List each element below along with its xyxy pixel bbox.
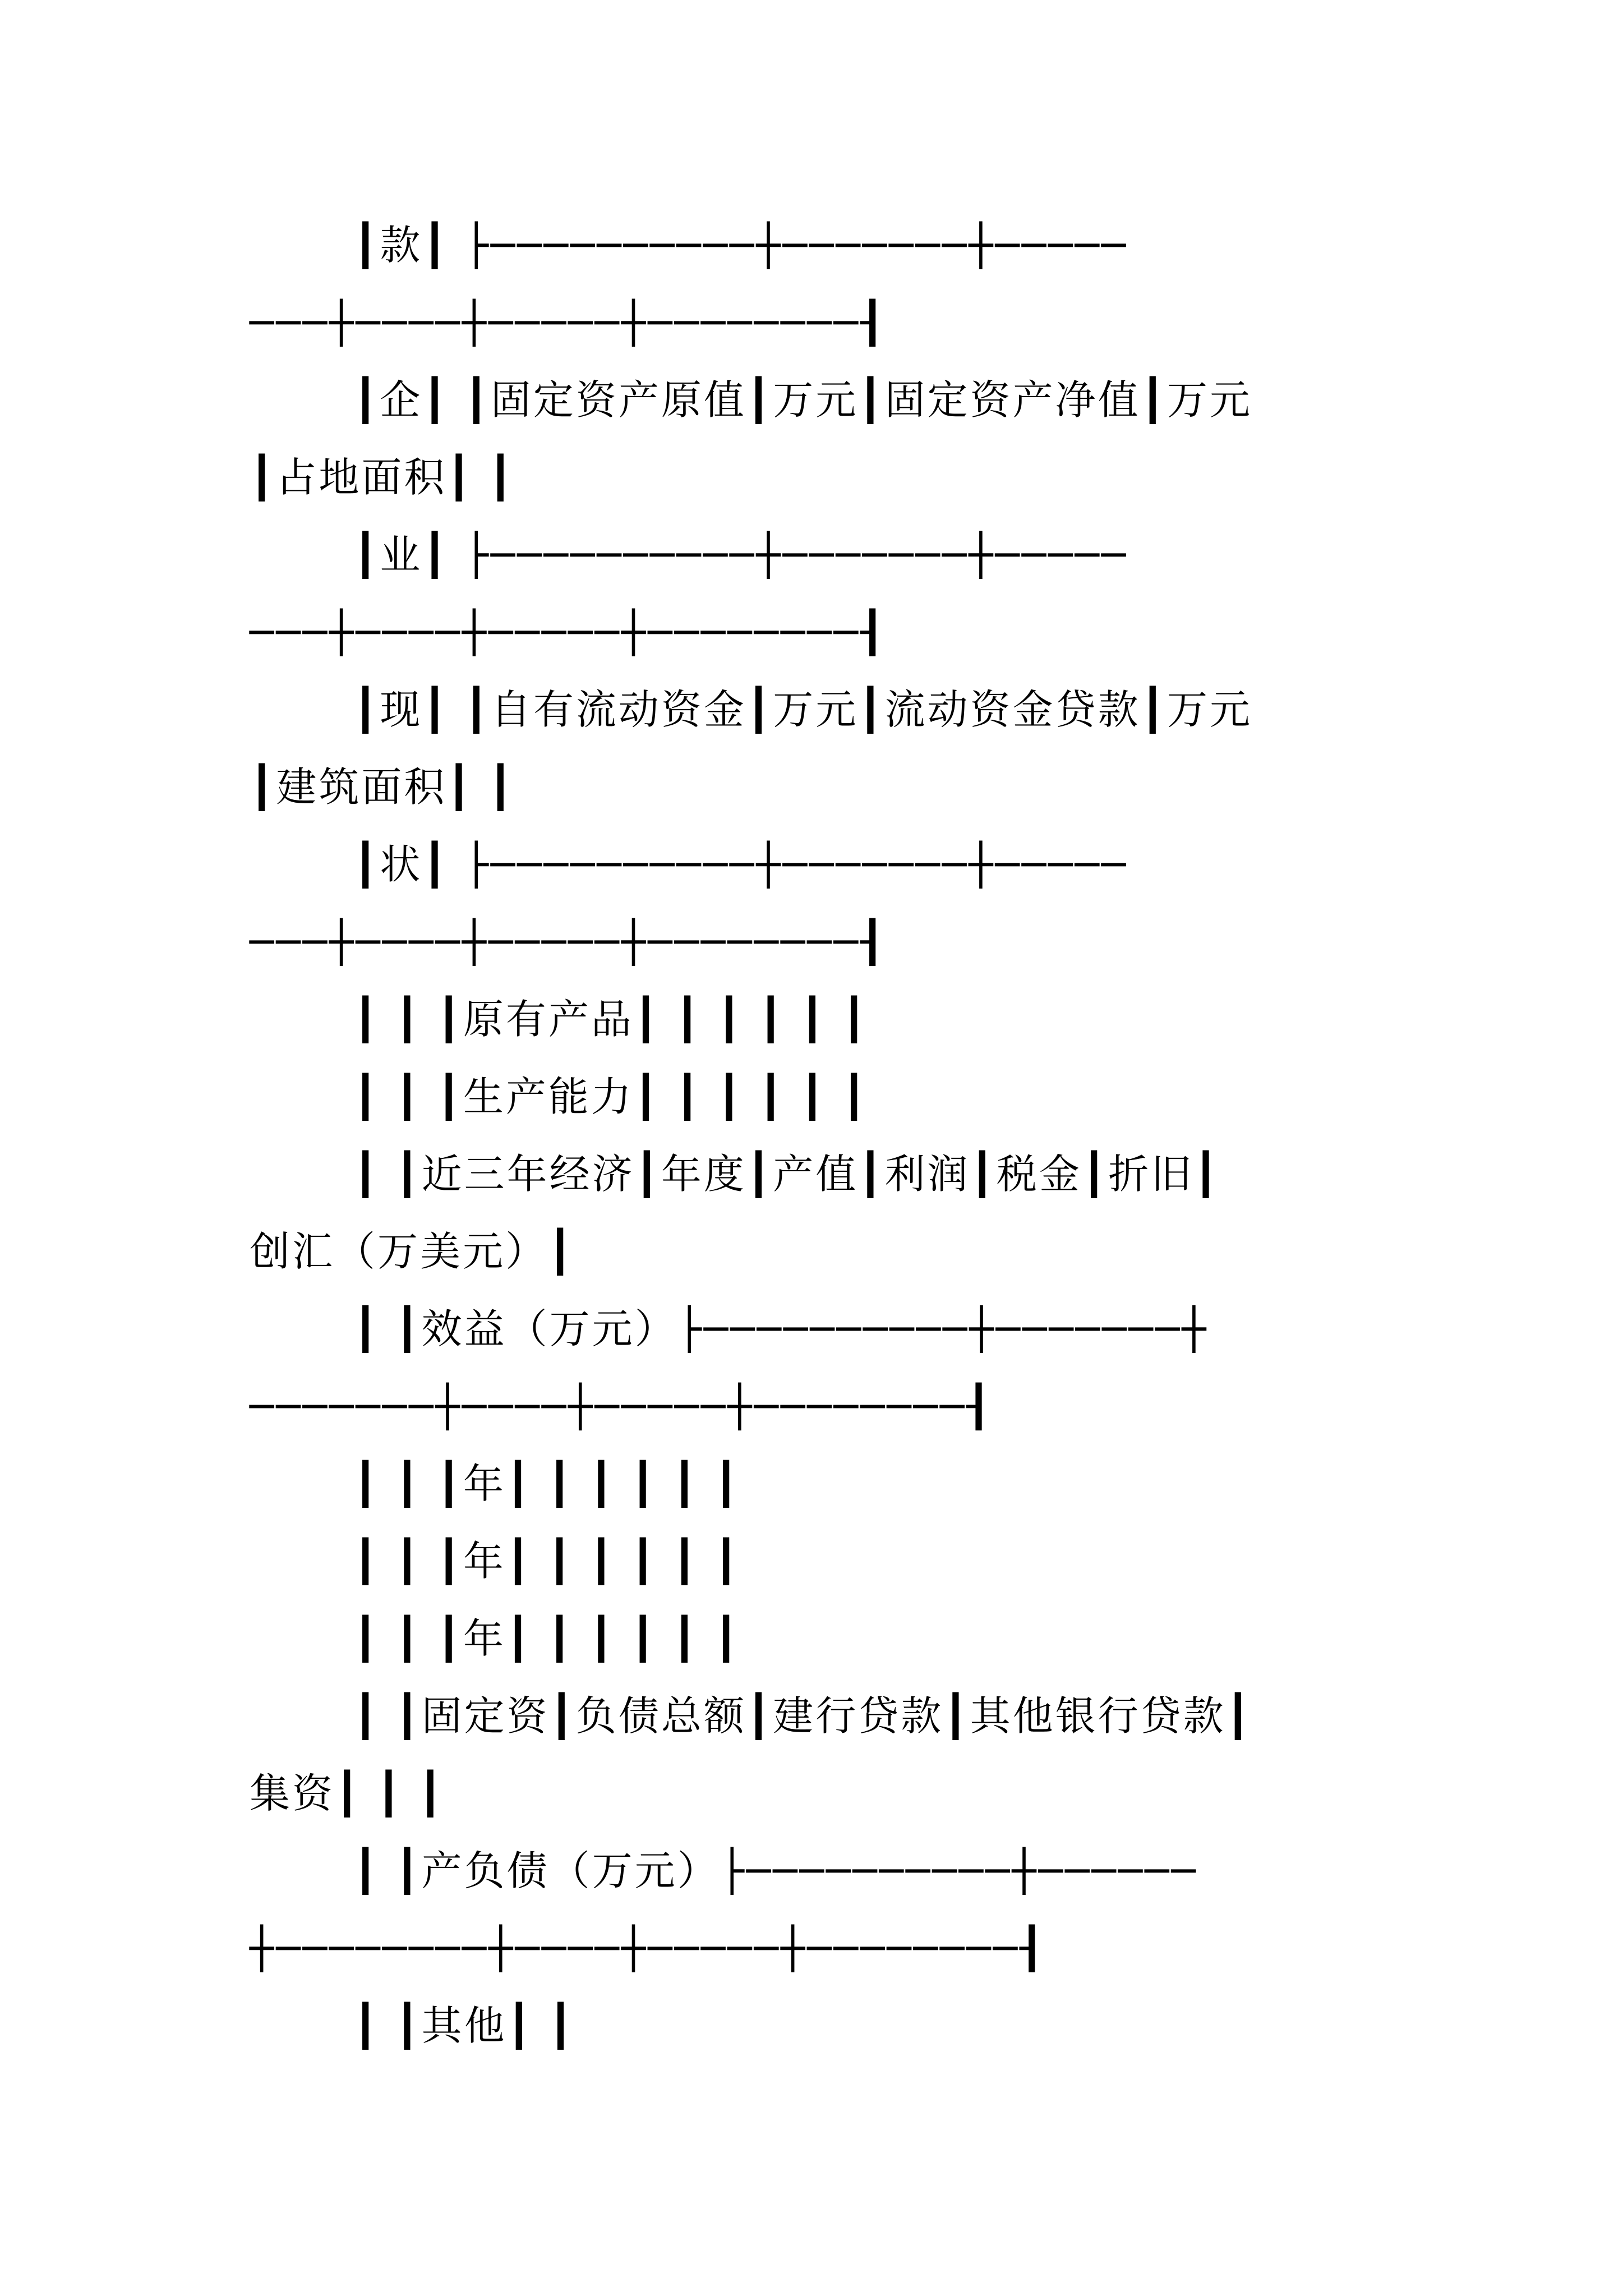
table-line: ┼────────┼────┼─────┼────────┨ <box>250 1925 1046 1972</box>
table-line: ┃ ┃效益（万元）├──────────┼───────┼ <box>353 1305 1209 1352</box>
table-line: ┃ ┃ ┃生产能力┃ ┃ ┃ ┃ ┃ ┃ <box>353 1073 869 1120</box>
table-line: ┃状┃ ├──────────┼───────┼───── <box>353 841 1128 888</box>
table-line: ┃款┃ ├──────────┼───────┼───── <box>353 222 1128 269</box>
table-line: ───┼────┼─────┼────────┨ <box>250 299 887 346</box>
table-line: ┃ ┃产负债（万元）├──────────┼────── <box>353 1847 1198 1894</box>
table-line: ┃建筑面积┃ ┃ <box>250 763 515 811</box>
table-line: ┃现┃ ┃自有流动资金┃万元┃流动资金贷款┃万元 <box>353 686 1252 733</box>
table-line: ┃ ┃ ┃年┃ ┃ ┃ ┃ ┃ ┃ <box>353 1538 741 1585</box>
table-line: ┃ ┃ ┃年┃ ┃ ┃ ┃ ┃ ┃ <box>353 1460 741 1507</box>
table-line: ┃ ┃其他┃ ┃ <box>353 2002 575 2049</box>
table-line: ───────┼────┼─────┼────────┨ <box>250 1383 993 1430</box>
table-line: 集资┃ ┃ ┃ <box>250 1770 445 1817</box>
table-line: ┃ ┃ ┃原有产品┃ ┃ ┃ ┃ ┃ ┃ <box>353 996 869 1043</box>
table-line: ┃业┃ ├──────────┼───────┼───── <box>353 531 1128 578</box>
table-line: ┃ ┃ ┃年┃ ┃ ┃ ┃ ┃ ┃ <box>353 1615 741 1662</box>
table-line: ───┼────┼─────┼────────┨ <box>250 918 887 965</box>
table-line: ───┼────┼─────┼────────┨ <box>250 609 887 656</box>
table-line: ┃ ┃固定资┃负债总额┃建行贷款┃其他银行贷款┃ <box>353 1692 1252 1740</box>
table-line: ┃企┃ ┃固定资产原值┃万元┃固定资产净值┃万元 <box>353 376 1252 424</box>
table-line: ┃ ┃近三年经济┃年度┃产值┃利润┃税金┃折旧┃ <box>353 1151 1220 1198</box>
table-line: 创汇（万美元）┃ <box>250 1228 575 1275</box>
table-line: ┃占地面积┃ ┃ <box>250 454 515 501</box>
